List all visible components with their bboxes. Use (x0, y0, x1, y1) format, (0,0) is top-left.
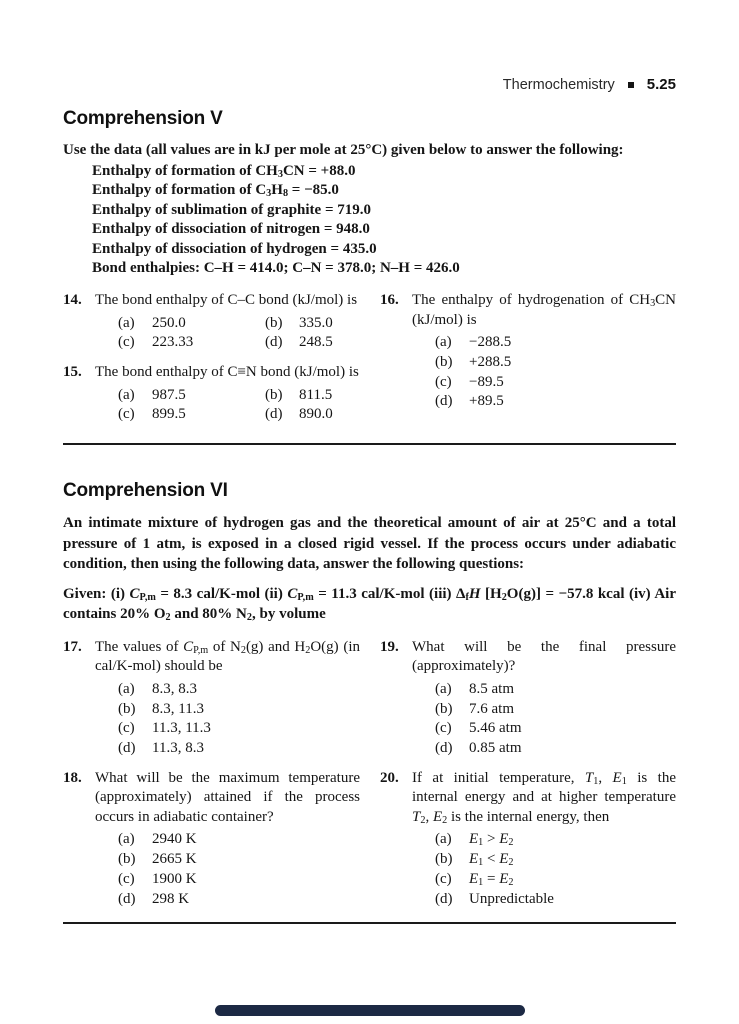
option-item (118, 386, 265, 406)
option-text: 8.3, 8.3 (152, 680, 197, 697)
option-label: (a) (118, 680, 135, 697)
option-item (118, 850, 360, 870)
question-number: 14. (63, 292, 82, 309)
data-line: Enthalpy of sublimation of graphite = 719.0 (92, 201, 372, 218)
option-label: (c) (118, 406, 135, 423)
option-label: (a) (435, 680, 452, 697)
option-label: (c) (118, 334, 135, 351)
section-comprehension-v (63, 108, 676, 435)
option-label: (c) (435, 720, 452, 737)
option-text: $E_1 > E_2$ (469, 831, 514, 849)
option-item (435, 373, 676, 393)
section-title-comprehension-v: Comprehension V (63, 108, 223, 129)
question-item (63, 363, 360, 425)
chapter-title: Thermochemistry (502, 76, 615, 93)
intro-text: Use the data (all values are in kJ per mole at 25°C) given below to answer the following: (63, 142, 624, 158)
question-body (95, 291, 360, 353)
question-number: 18. (63, 769, 82, 786)
option-item (435, 830, 676, 850)
given-data-text: Given: (i) $C_{P,m} = 8.3$ cal/K-mol (ii) $C_{P,m} = 11.3$ cal/K-mol (iii) $\Delta_fH$ $[H_2O(g)] = -57.8$ kcal (iv) Air contains 20% $O_2$ and 80% $N_2$, by volume (63, 585, 676, 624)
data-line: Enthalpy of formation of $CH_3CN = +88.0$ (92, 162, 356, 180)
option-text: 8.3, 11.3 (152, 700, 204, 717)
option-text: −288.5 (469, 334, 512, 351)
option-text: 2665 K (152, 851, 197, 868)
options-list (118, 830, 360, 909)
option-label: (a) (435, 334, 452, 351)
option-item (435, 870, 676, 890)
option-label: (d) (435, 890, 453, 907)
option-text: Unpredictable (469, 890, 554, 907)
option-item (118, 719, 360, 739)
option-label: (b) (265, 386, 283, 403)
question-item (63, 769, 360, 910)
option-text: 987.5 (152, 386, 186, 403)
options-list (435, 830, 676, 909)
options-list (118, 386, 360, 426)
questions-column-left (63, 291, 360, 435)
options-list (435, 680, 676, 759)
option-text: 899.5 (152, 406, 186, 423)
question-stem: What will be the maximum temperature (approximately) attained if the process occurs in adiabatic container? (95, 769, 360, 825)
data-list (92, 162, 676, 280)
option-item (435, 739, 676, 759)
question-number: 20. (380, 769, 399, 786)
option-label: (b) (118, 851, 136, 868)
option-item (265, 405, 360, 425)
page-header (63, 76, 676, 93)
question-item (63, 291, 360, 353)
option-item (435, 680, 676, 700)
questions-grid (63, 638, 676, 920)
question-stem: If at initial temperature, $T_1$, $E_1$ is the internal energy and at higher temperature $T_2$, $E_2$ is the internal energy, then (412, 769, 677, 827)
option-text: +89.5 (469, 393, 504, 410)
option-label: (c) (118, 720, 135, 737)
option-label: (d) (118, 890, 136, 907)
option-item (435, 392, 676, 412)
option-label: (d) (435, 393, 453, 410)
option-text: 5.46 atm (469, 720, 522, 737)
questions-column-right (380, 291, 676, 435)
option-text: 248.5 (299, 334, 333, 351)
data-line: Enthalpy of formation of $C_3H_8 = -85.0$ (92, 182, 339, 200)
option-text: $E_1 = E_2$ (469, 871, 514, 889)
question-number: 19. (380, 638, 399, 655)
home-indicator-bar (215, 1005, 525, 1016)
question-item (63, 638, 360, 759)
section-title-comprehension-vi: Comprehension VI (63, 480, 228, 502)
data-line: Enthalpy of dissociation of nitrogen = 948.0 (92, 221, 370, 238)
option-text: −89.5 (469, 373, 504, 390)
option-text: 335.0 (299, 314, 333, 331)
option-text: 11.3, 8.3 (152, 740, 204, 757)
question-body (95, 638, 360, 759)
option-item (265, 314, 360, 334)
option-item (118, 890, 360, 910)
questions-column-right (380, 638, 676, 920)
options-list (118, 680, 360, 759)
option-item (118, 333, 265, 353)
option-item (435, 850, 676, 870)
option-label: (b) (435, 700, 453, 717)
question-stem: The values of $C_{P,m}$ of $N_2(g)$ and $H_2O(g)$ (in cal/K-mol) should be (95, 638, 360, 675)
option-item (118, 700, 360, 720)
section-divider (63, 922, 676, 924)
question-body (95, 769, 360, 910)
option-item (435, 353, 676, 373)
option-text: 11.3, 11.3 (152, 720, 211, 737)
question-item (380, 638, 676, 759)
option-item (435, 700, 676, 720)
questions-grid (63, 291, 676, 435)
option-label: (b) (435, 353, 453, 370)
option-text: 223.33 (152, 334, 194, 351)
question-body (412, 638, 676, 759)
option-label: (a) (118, 386, 135, 403)
option-text: $E_1 < E_2$ (469, 851, 514, 869)
option-item (118, 680, 360, 700)
question-stem: The bond enthalpy of C≡N bond (kJ/mol) is (95, 364, 359, 381)
option-item (118, 314, 265, 334)
option-text: 7.6 atm (469, 700, 514, 717)
options-list (118, 314, 360, 354)
option-label: (d) (435, 740, 453, 757)
section-comprehension-vi (63, 480, 676, 919)
option-label: (a) (118, 831, 135, 848)
option-text: 298 K (152, 890, 190, 907)
question-item (380, 291, 676, 412)
question-number: 16. (380, 292, 399, 309)
option-text: 2940 K (152, 831, 197, 848)
option-label: (b) (265, 314, 283, 331)
option-text: 8.5 atm (469, 680, 514, 697)
question-body (95, 363, 360, 425)
options-list (435, 333, 676, 412)
question-stem: What will be the final pressure (approximately)? (412, 638, 676, 675)
option-item (435, 333, 676, 353)
option-text: 890.0 (299, 406, 333, 423)
option-text: 811.5 (299, 386, 333, 403)
option-item (265, 333, 360, 353)
data-line: Bond enthalpies: C–H = 414.0; C–N = 378.0; N–H = 426.0 (92, 260, 460, 277)
question-item (380, 769, 676, 910)
square-bullet-icon (628, 82, 634, 88)
option-item (118, 870, 360, 890)
questions-column-left (63, 638, 360, 920)
question-number: 17. (63, 638, 82, 655)
option-label: (a) (118, 314, 135, 331)
option-item (118, 830, 360, 850)
option-item (118, 405, 265, 425)
option-item (435, 719, 676, 739)
question-body (412, 769, 676, 910)
passage-text: An intimate mixture of hydrogen gas and the theoretical amount of air at 25°C and a total pressure of 1 atm, is exposed in a closed rigid vessel. If the process occurs under adiabatic condition, then using the following data, answer the following questions: (63, 515, 676, 573)
question-number: 15. (63, 364, 82, 381)
option-label: (b) (435, 851, 453, 868)
option-item (265, 386, 360, 406)
option-item (435, 890, 676, 910)
option-label: (b) (118, 700, 136, 717)
question-stem: The bond enthalpy of C–C bond (kJ/mol) is (95, 292, 358, 309)
option-label: (d) (265, 406, 283, 423)
section-divider (63, 443, 676, 445)
option-item (118, 739, 360, 759)
data-line: Enthalpy of dissociation of hydrogen = 435.0 (92, 240, 377, 257)
option-text: +288.5 (469, 353, 512, 370)
option-label: (d) (265, 334, 283, 351)
option-label: (d) (118, 740, 136, 757)
question-stem: The enthalpy of hydrogenation of $CH_3CN$ (kJ/mol) is (412, 292, 676, 328)
option-label: (c) (435, 871, 452, 888)
question-body (412, 291, 676, 412)
option-text: 250.0 (152, 314, 186, 331)
option-label: (c) (118, 871, 135, 888)
option-text: 1900 K (152, 871, 197, 888)
option-label: (c) (435, 373, 452, 390)
option-label: (a) (435, 831, 452, 848)
option-text: 0.85 atm (469, 740, 522, 757)
page-number: 5.25 (646, 76, 676, 93)
